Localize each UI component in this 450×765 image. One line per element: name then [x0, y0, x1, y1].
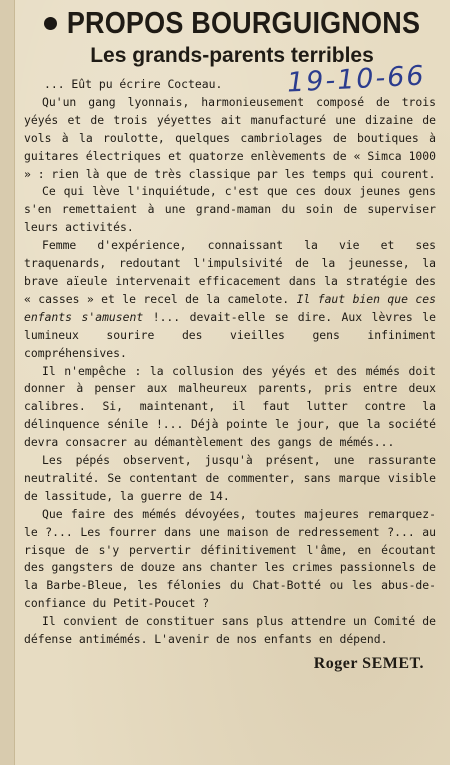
paragraph-text: Femme d'expérience, connaissant la vie et ses traquenards, redoutant l'impulsivité de la jeunesse, la brave aïeule intervenait efficacement dans la stratégie des « casses » et le recel de la camelote.	[24, 238, 436, 306]
bullet-icon	[44, 17, 57, 30]
italic-quote: Il faut bien que ces enfants s'amusent	[24, 291, 437, 324]
rubric-title: PROPOS BOURGUIGNONS	[66, 5, 421, 40]
author-byline: Roger SEMET.	[313, 655, 424, 672]
paragraph: Ce qui lève l'inquiétude, c'est que ces doux jeunes gens s'en remettaient à une grand-maman du soin de superviser leurs activités.	[24, 184, 436, 235]
article-body	[24, 76, 440, 649]
paragraph: Qu'un gang lyonnais, harmonieusement composé de trois yéyés et de trois yéyettes ait manufacturé une dizaine de vols à la roulotte, quelques cambriolages de boutiques à guitares électriques et quatorze enlèvements de « Simca 1000 » : rien là que de très classique par les temps qui courent.	[24, 94, 436, 181]
paragraph: Il convient de constituer sans plus attendre un Comité de défense antimémés. L'avenir de nos enfants en dépend.	[24, 614, 436, 647]
paragraph: ... Eût pu écrire Cocteau.	[44, 77, 223, 91]
paragraph	[24, 237, 436, 362]
paragraph: Il n'empêche : la collusion des yéyés et des mémés doit donner à penser aux malheureux parents, pris entre deux calibres. Si, maintenant, il faut lutter contre la délinquence sénile !... Déjà pointe le jour, que la société devra consacrer au démantèlement des gangs de mémés...	[24, 363, 436, 450]
rubric-header	[24, 6, 440, 40]
handwritten-date: 19-10-66	[286, 60, 427, 99]
paragraph: Que faire des mémés dévoyées, toutes majeures remarquez-le ?... Les fourrer dans une maison de redressement ?... au risque de s'y pervertir définitivement l'âme, en écoutant des gangsters de douze ans chanter les crimes passionnels de la Barbe-Bleue, les félonies du Chat-Botté ou les abus-de-confiance du Petit-Poucet ?	[24, 506, 436, 611]
article-headline: Les grands-parents terribles	[90, 44, 374, 67]
paragraph-text: !... devait-elle se dire. Aux lèvres le lumineux sourire des vieilles gens infiniment compréhensives.	[24, 309, 436, 360]
paragraph: Les pépés observent, jusqu'à présent, une rassurante neutralité. Se contentant de commenter, sans marque visible de lassitude, la guerre de 14.	[24, 453, 436, 503]
